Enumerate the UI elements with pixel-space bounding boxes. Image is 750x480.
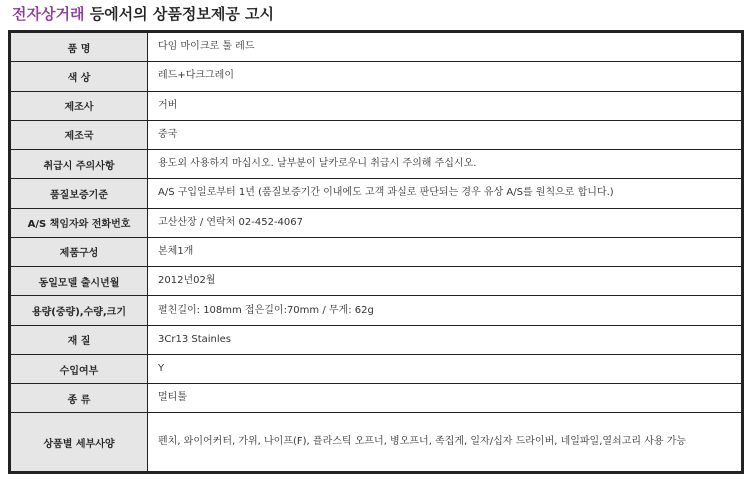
- table-row: [11, 384, 742, 413]
- row-label: 제조사: [11, 91, 148, 120]
- row-value: 레드+다크그레이: [148, 62, 742, 91]
- row-label: 상품별 세부사양: [11, 413, 148, 472]
- row-value: A/S 구입일로부터 1년 (품질보증기간 이내에도 고객 과실로 판단되는 경우 유상 A/S를 원칙으로 합니다.): [148, 179, 742, 208]
- table-row: [11, 91, 742, 120]
- table-row: [11, 120, 742, 149]
- page-title: [12, 3, 274, 25]
- row-value: 용도외 사용하지 마십시오. 날부분이 날카로우니 취급시 주의해 주십시오.: [148, 150, 742, 179]
- table-row: [11, 237, 742, 266]
- row-label: 제조국: [11, 120, 148, 149]
- table-row: [11, 150, 742, 179]
- row-label: 품 명: [11, 33, 148, 62]
- row-value: 펜치, 와이어커터, 가위, 나이프(F), 플라스틱 오프너, 병오프너, 족집게, 일자/십자 드라이버, 네일파일,열쇠고리 사용 가능: [148, 413, 742, 472]
- row-label: 취급시 주의사항: [11, 150, 148, 179]
- table-row: [11, 62, 742, 91]
- table-row: [11, 208, 742, 237]
- table-row: [11, 296, 742, 325]
- row-value: Y: [148, 354, 742, 383]
- row-value: 고산산장 / 연락처 02-452-4067: [148, 208, 742, 237]
- title-accent: 전자상거래: [12, 5, 85, 23]
- row-label: 용량(중량),수량,크기: [11, 296, 148, 325]
- row-label: 동일모델 출시년월: [11, 267, 148, 296]
- table-row: [11, 325, 742, 354]
- row-label: 색 상: [11, 62, 148, 91]
- row-value: 2012년02월: [148, 267, 742, 296]
- row-label: 수입여부: [11, 354, 148, 383]
- table-row: [11, 33, 742, 62]
- row-value: 거버: [148, 91, 742, 120]
- row-value: 펼친길이: 108mm 접은길이:70mm / 무게: 62g: [148, 296, 742, 325]
- title-text: 등에서의 상품정보제공 고시: [89, 5, 275, 23]
- product-info-table: [8, 30, 744, 474]
- row-label: 품질보증기준: [11, 179, 148, 208]
- row-value: 멀티툴: [148, 384, 742, 413]
- row-label: A/S 책임자와 전화번호: [11, 208, 148, 237]
- row-value: 3Cr13 Stainles: [148, 325, 742, 354]
- row-label: 제품구성: [11, 237, 148, 266]
- row-label: 종 류: [11, 384, 148, 413]
- table-row: [11, 354, 742, 383]
- row-value: 본체1개: [148, 237, 742, 266]
- row-value: 다임 마이크로 툴 레드: [148, 33, 742, 62]
- row-label: 재 질: [11, 325, 148, 354]
- row-value: 중국: [148, 120, 742, 149]
- table-row: [11, 267, 742, 296]
- table-row: [11, 413, 742, 472]
- table-row: [11, 179, 742, 208]
